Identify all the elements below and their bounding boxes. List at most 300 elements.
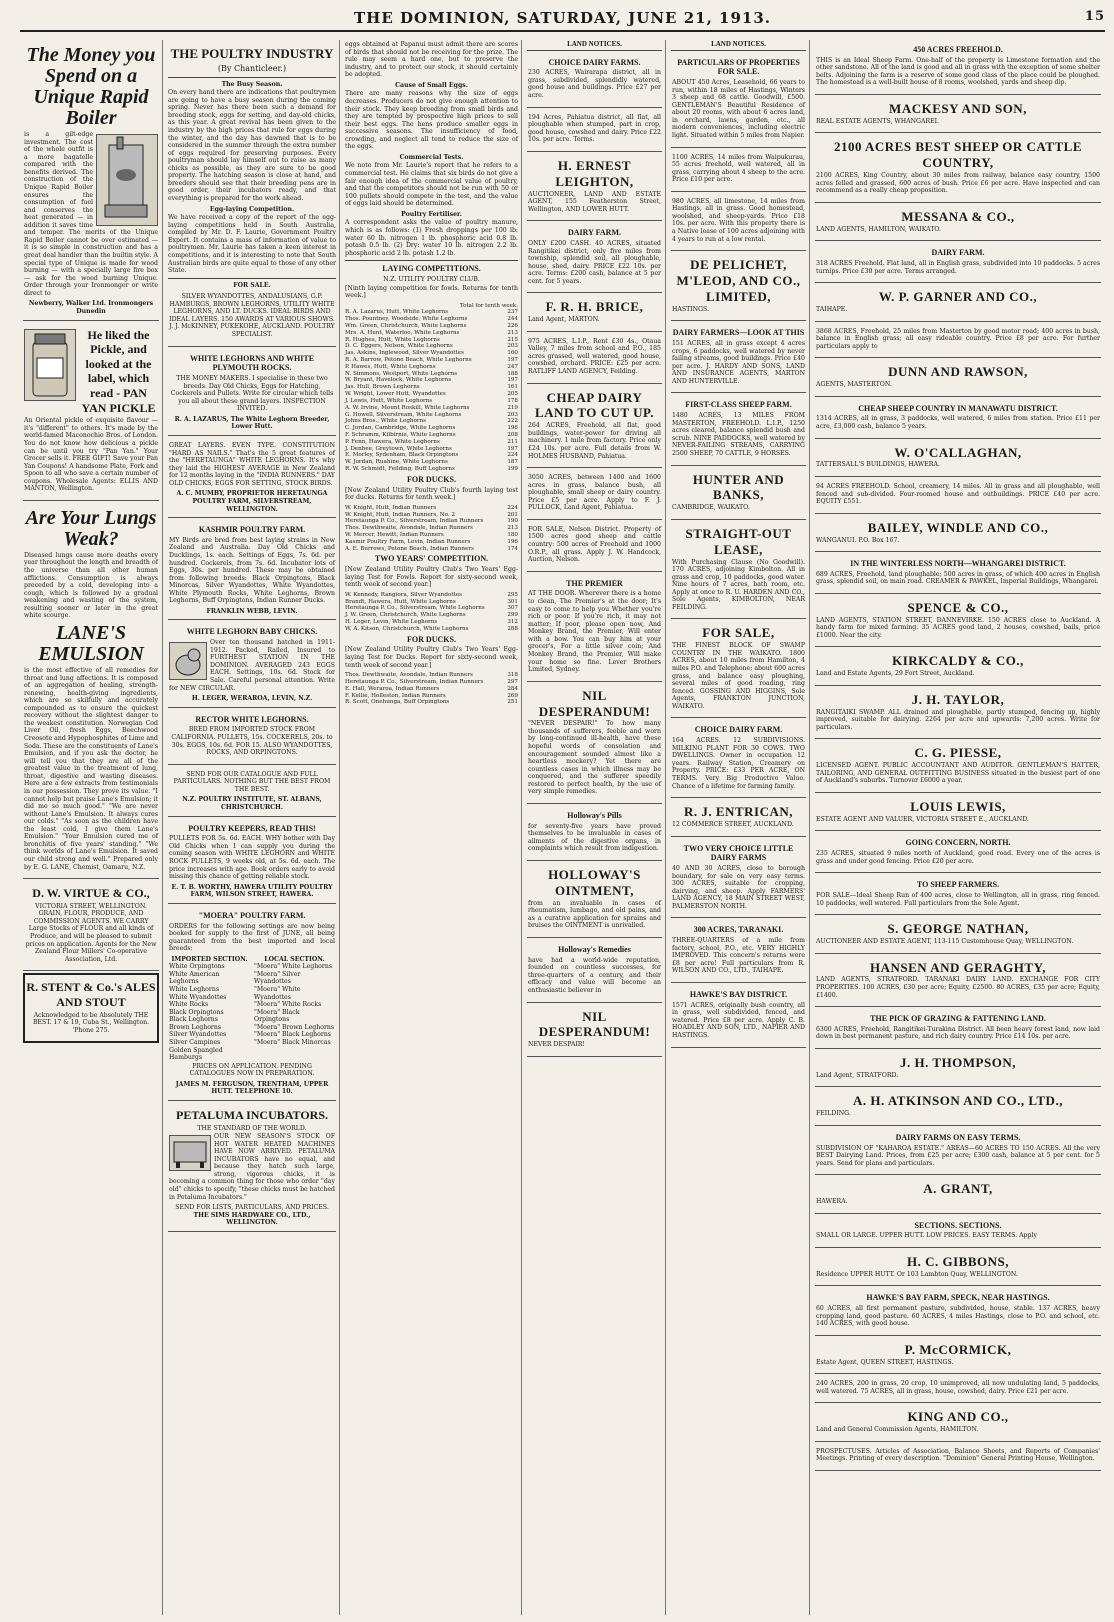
classified-ad (527, 522, 662, 572)
entrant-name: Heretaunga P. Co., Silverstream, White Leghorns (345, 605, 485, 612)
moera-imported-list (169, 963, 250, 1061)
ducks2-note: [New Zealand Utility Poultry Club's Two Years' Egg-laying Test for Ducks. Report for sixty-second week, tenth week of second year.] (345, 646, 518, 669)
ducks-head: FOR DUCKS. (407, 474, 456, 484)
ad-headline: SECTIONS. SECTIONS. (914, 1220, 1002, 1230)
list-item: "Moera" Brown Leghorns (254, 1023, 335, 1031)
leger-text: Over ten thousand hatched in 1911-1912. Packed, Railed, Insured to FURTHEST STATION IN THE DOMINION. AVERAGED 243 EGGS EACH. Settings, 10s. 6d. Stock for Sale. Careful personal attention. Write for NEW CIRCULAR. (169, 639, 335, 692)
list-item: "Moera" White Rocks (254, 1001, 322, 1009)
commercial-text: We note from Mr. Laurie's report that he refers to a commercial test. He claims that six birds do not give a fair enough idea of the commercial value of poultry, and that the competitors should not be run with 50 or 100 pullets should compete in the test, and the value of eggs laid should be determined. (345, 162, 518, 208)
ad-body: SUBDIVISION OF "KAHAROA ESTATE." AREAS—60 ACRES TO 150 ACRES. All the very BEST Dairying Land. Prices, from £25 per acre; £300 cash, balance at 5 per cent. for 5 years. Send for plans and particulars. (816, 1144, 1100, 1167)
entrant-total: 178 (507, 397, 518, 404)
ad-body: NEVER DESPAIR! (528, 1041, 585, 1049)
classified-ad (527, 295, 662, 331)
moera-prices: PRICES ON APPLICATION. PENDING CATALOGUES NOW IN PREPARATION. (189, 1062, 315, 1078)
ad-body: FEILDING. (816, 1110, 851, 1118)
boiler-illustration (96, 134, 158, 226)
ad-headline: FOR SALE, (702, 625, 775, 641)
lanes-text: is the most effective of all remedies for throat and lung affections. It is composed of an aggregation of healing, strength-renewing, health-giving ingredients, which are so skilfully and accurately compounded as to ensure the quickest recovery without the slightest danger to the weakest constitution. Norwegian Cod Liver Oil, fresh Eggs, Beechwood Creosote and Hypophosphites of Lime and Soda. These are the constituents of Lane's Emulsion, and if you ask the doctor, he will tell you that they are all of the greatest value in the treatment of lung, throat, digestive and wasting diseases. Here are a few extracts from testimonials in our possession. They prove its value. "I cannot help but praise Lane's Emulsion; it did me so much good." "We are never without Lane's Emulsion. It always cures our colds." "As soon as the children have the least cold, I give them Lane's Emulsion." "Your Emulsion cured me of bronchitis of five years' standing." "We think worlds of Lane's Emulsion. It saved our child strong and well." Prepared only by E. G. LANE, Chemist, Oamaru, N.Z. (24, 666, 158, 871)
table-row (345, 679, 518, 686)
ad-body: Land and General Commission Agents, HAMILTON. (816, 1426, 979, 1434)
moera-text: ORDERS for the following settings are now being booked for supply to the first of JUNE, all being guaranteed from the best imported and local breeds: (169, 922, 335, 953)
entrant-name: Kasmir Poultry Farm, Levin, Indian Runners (345, 538, 471, 545)
classified-ad (815, 324, 1101, 359)
classified-ad (671, 395, 806, 465)
column-3 (342, 40, 522, 1615)
list-item: "Moera" White Leghorns (254, 963, 333, 971)
entrant-total: 203 (507, 411, 518, 418)
table-row (345, 612, 518, 619)
ad-headline: J. H. THOMPSON, (900, 1055, 1016, 1071)
entrant-name: R. Scott, Onehunga, Buff Orpingtons (345, 699, 450, 706)
mckinney-ad (168, 289, 336, 346)
classified-ad (527, 386, 662, 469)
list-item: White Wyandottes (169, 993, 227, 1001)
ad-body: With Purchasing Clause (No Goodwill). 170 ACRES, adjoining Kimbolton. All in grass and crop, 10 paddocks, good water. Nine hours of 7 acres, bath room, etc. Apply at once to R. U. HARDEN AND CO., Sole Agents, KIMBOLTON, NEAR FEILDING. (672, 558, 805, 611)
ad-body: 980 ACRES, all limestone, 14 miles from Hastings, all in grass. Good homestead, woolshed, and sheep-yards. Price £18 10s. per acre. With this property there is a Native lease of 100 acres adjoining with 4 years to run at a low rental. (672, 197, 805, 243)
entrant-total: 203 (507, 343, 518, 350)
ad-headline: CHEAP DAIRY LAND TO CUT UP. (535, 389, 654, 421)
classified-ad (815, 285, 1101, 321)
list-item: Golden Spangled Hamburgs (169, 1046, 223, 1062)
entrant-name: E. Hall, Weraroa, Indian Runners (345, 685, 440, 692)
table-row (345, 599, 518, 606)
fertiliser-text: A correspondent asks the value of poultry manure, which is as follows: (1) Fresh droppings per 100 lb: water 60 lb. nitrogen 1 lb. phosphoric acid 0.8 lb. potash 0.5 lb. (2) Dry: water 10 lb. nitrogen 2.2 lb. phosphoric acid 2 lb. potash 1.2 lb. (345, 219, 518, 257)
classified-ad (671, 150, 806, 192)
entrant-total: 251 (507, 699, 518, 706)
entrant-name: P. Hawes, Hutt, White Leghorns (345, 363, 436, 370)
classified-ad (815, 1051, 1101, 1087)
entrant-total: 187 (507, 459, 518, 466)
ad-headline: Holloway's Remedies (558, 944, 631, 954)
entrant-name: R. W. Schmidt, Feilding, Buff Leghorns (345, 466, 455, 473)
col5-ads (671, 53, 806, 1048)
ad-headline: DE PELICHET, M'LEOD, AND CO., LIMITED, (676, 257, 801, 304)
table-row (345, 432, 518, 439)
ad-body: ABOUT 450 Acres, Leasehold, 66 years to run, within 18 miles of Hastings, Winters 3 sheep and 68 cattle. Goodwill, £500. GENTLEMAN'S Beautiful Residence of about 20 rooms, with about 6 acres land, in orchard, lawns, garden, etc., all modern conveniences, including electric light. Situated within 5 miles from Napier. (672, 79, 805, 139)
ad-headline: W. P. GARNER AND CO., (878, 289, 1038, 305)
classified-ad (815, 1009, 1101, 1049)
readthis-text: PULLETS FOR 5s. 6d. EACH. WHY bother with Day Old Chicks when I can supply you during the coming season with WHITE LEGHORN and WHITE ROCK PULLETS, 9 weeks old, at 5s. 6d. each. The price increases with age. Book orders early to avoid missing this chance of getting reliable stock. (169, 835, 335, 881)
ad-body: ESTATE AGENT AND VALUER, VICTORIA STREET E., AUCKLAND. (816, 815, 1029, 823)
ad-body: CAMBRIDGE, WAIKATO. (672, 504, 750, 512)
petaluma-sub: THE STANDARD OF THE WORLD. (197, 1124, 307, 1132)
petaluma-text: OUR NEW SEASON'S STOCK OF HOT WATER HEATED MACHINES HAVE NOW ARRIVED. PETALUMA INCUBATORS have no equal, and because they hatch such large, strong, vigorous chicks, it is becoming a common thing for those who order "day old" chicks to specify, "these chicks must be hatched in Petaluma Incubators." (169, 1133, 335, 1201)
entrant-total: 284 (507, 685, 518, 692)
table-row (345, 412, 518, 419)
table-row (345, 418, 518, 425)
virtue-headline: D. W. VIRTUE & CO., (32, 886, 150, 901)
land-notices-header: LAND NOTICES. (527, 40, 662, 51)
entrant-name: A. E. Burrows, Petone Beach, Indian Runners (345, 545, 474, 552)
entrant-name: Thos. Dewthwaite, Avondale, Indian Runners (345, 525, 473, 532)
entrant-total: 160 (507, 350, 518, 357)
ad-headline: IN THE WINTERLESS NORTH—WHANGAREI DISTRICT. (850, 559, 1066, 569)
ad-headline: 2100 ACRES BEST SHEEP OR CATTLE COUNTRY, (833, 139, 1082, 171)
entrant-name: C. Jordan, Cambridge, White Leghorns (345, 425, 456, 432)
entrant-name: F. Kellie, Holleston, Indian Runners (345, 692, 446, 699)
busy-season-text: On every hand there are indications that poultrymen are going to have a busy season during the coming spring. Never has there been such a demand for breeding stock, eggs for setting, and day-old chicks, as this year. A great revival has been given to the industry by the high prices that rule for eggs during the winter, and the day has dawned that is to be considered in the summer through the extra number of eggs required for preserving purposes. Every poultryman should lay himself out to raise as many chicks as possible, as they are sure to be good property. The hatching season is close at hand, and breeders should see that their breeding pens are in good order, their incubators ready, and that everything is prepared for the work ahead. (168, 89, 336, 203)
entrant-total: 297 (507, 678, 518, 685)
list-item: "Moera" Black Orpingtons (254, 1008, 300, 1024)
ad-body: 1314 ACRES, all in grass, 3 paddocks, well watered, 6 miles from station. Price £11 per acre, £3,000 cash, balance 5 years. (816, 415, 1100, 430)
classified-ad (815, 441, 1101, 477)
ad-headline: S. GEORGE NATHAN, (887, 921, 1029, 937)
entrant-total: 219 (507, 404, 518, 411)
laying-col-label: Total for tenth week. (459, 302, 518, 309)
entrant-total: 247 (507, 363, 518, 370)
boiler-ad (23, 40, 159, 321)
list-item: "Moera" Black Leghorns (254, 1031, 331, 1039)
ad-body: THREE-QUARTERS of a mile from factory, school, P.O., etc. VERY HIGHLY IMPROVED. This concern's returns were £8 per acre! Full particulars from R. WILSON AND CO., LTD., TAIHAPE. (672, 937, 805, 975)
masthead-title: THE DOMINION, SATURDAY, JUNE 21, 1913. (354, 9, 771, 27)
entrant-name: Brandt, Hawera, Hutt, White Leghorns (345, 598, 456, 605)
ad-headline: LOUIS LEWIS, (910, 799, 1006, 814)
table-row (345, 364, 518, 371)
entrant-name: E. Morley, Sydenham, Black Orpingtons (345, 452, 459, 459)
mumby-name: A. C. MUMBY, PROPRIETOR HERETAUNGA POULTRY FARM, SILVERSTREAM, WELLINGTON. (176, 490, 328, 513)
entrant-total: 226 (507, 322, 518, 329)
ad-body: 240 ACRES, 200 in grass, 20 crop, 10 unimproved, all now undulating land, 5 paddocks, well watered. 75 ACRES, all in grass, house, cowshed, dairy. Price £21 per acre. (816, 1380, 1100, 1395)
entrant-total: 197 (507, 377, 518, 384)
list-item: Black Leghorns (169, 1016, 218, 1024)
ad-headline: DAIRY FARMERS—LOOK AT THIS (672, 328, 805, 338)
table-row (345, 377, 518, 384)
entrant-name: Jas. Hull, Brown Leghorns (345, 384, 420, 391)
ad-headline: HAWKE'S BAY FARM, SPECK, NEAR HASTINGS. (866, 1293, 1050, 1303)
ducks-table (345, 505, 518, 553)
classified-ad (815, 649, 1101, 685)
list-item: Brown Leghorns (169, 1023, 222, 1031)
lazarus-ad (168, 349, 336, 436)
column-1 (20, 40, 163, 1615)
ad-body: 689 ACRES, Freehold, land ploughable; 500 acres in grass, of which 400 acres in English grass, splendid soil, on main road. CREAMER & PAWKEL, Imperial Buildings, Whangarei. (816, 570, 1100, 586)
ad-body: 2100 ACRES, King Country, about 30 miles from railway, balance easy country, 1500 acres felled and grassed, 600 acres of bush. Price £6 per acre. Have inspected and can recommend as a really cheap proposition. (816, 172, 1100, 195)
entrant-name: W. Knight, Hutt, Indian Runners, No. 2 (345, 511, 456, 518)
entrant-total: 190 (507, 518, 518, 525)
list-item: White Leghorns (169, 986, 219, 994)
table-row (345, 398, 518, 405)
kashmir-text: MY Birds are bred from best laying strains in New Zealand and Australia. Day Old Chicks and Ducklings, 1s. each. Settings of Eggs, 7s. 6d. per hundred. Cockerels, from 7s. 6d. Incubator lots of Eggs, 30s. per hundred. These may be obtained from following breeds: Black Orpingtons, Black Minorcas, Silver Wyandottes, White Wyandottes, White Plymouth Rocks, White Leghorns, Brown Leghorns, Buff Orpingtons, Indian Runner Ducks. (169, 536, 335, 605)
webb-name: FRANKLIN WEBB, LEVIN. (206, 607, 298, 615)
laying-comp-head: Egg-laying Competition. (209, 205, 295, 213)
entrant-name: J. Denbee, Greytown, White Leghorns (345, 445, 452, 452)
ad-body: RANGITAIKI SWAMP. ALL drained and ploughable, partly stumped, fencing up, highly improved, suitable for dairying. 2264 per acre and upwards: 7,200 acres. Write for particulars. (816, 708, 1100, 731)
classified-ad (527, 940, 662, 1003)
list-item: "Moera" Silver Wyandottes (254, 970, 301, 986)
classified-ad (815, 1376, 1101, 1403)
classified-ad (815, 1288, 1101, 1335)
ad-headline: PARTICULARS OF PROPERTIES FOR SALE. (677, 57, 800, 77)
ad-body: AUCTIONEER AND ESTATE AGENT, 113-115 Customhouse Quay, WELLINGTON. (816, 938, 1074, 946)
ad-body: for seventy-five years have proved themselves to be invaluable in cases of ailments of the digestive organs, in complaints which result from indigestion. (528, 822, 661, 853)
table-row (345, 525, 518, 532)
lungs-ad (23, 503, 159, 879)
ad-body: FOR SALE—Ideal Sheep Run of 400 acres, close to Wellington, all in grass, ring fenced. 10 paddocks, well watered. Full particulars from the Sole Agent. (816, 892, 1100, 907)
table-row (345, 466, 518, 473)
leger-head: WHITE LEGHORN BABY CHICKS. (186, 627, 318, 637)
ad-body: 264 ACRES, Freehold, all flat, good buildings, water-power for driving all machinery. 1 mile from factory. Price only £24 10s. per acre. Full details from W. HOLMES HUSBAND, Pahiatua. (528, 422, 661, 460)
classified-ad (815, 360, 1101, 396)
moera-imported-head: IMPORTED SECTION. (171, 955, 248, 963)
pickle-ad (23, 323, 159, 501)
table-row (345, 350, 518, 357)
boiler-agent: Newberry, Walker Ltd. Ironmongers Dunedin (28, 300, 154, 315)
laying-head: LAYING COMPETITIONS. (382, 264, 481, 274)
ad-body: FOR SALE, Nelson District. Property of 1500 acres good sheep and cattle country: 500 acres of Freehold and 1000 O.R.P., all grass. Apply J. W. Handcock, Auction, Nelson. (528, 525, 661, 564)
entrant-total: 224 (507, 452, 518, 459)
mckinney-text: SILVER WYANDOTTES, ANDALUSIANS, G.P. HAMBURGS, BROWN LEGHORNS, UTILITY WHITE LEGHORNS, AND LT. DUCKS. IDEAL BIRDS AND IDEAL LAYERS. 150 AWARDS AT VARIOUS SHOWS. J. J. McKINNEY, PUKEKOHE, AUCKLAND. POULTRY SPECIALIST. (169, 293, 335, 339)
entrant-total: 307 (507, 605, 518, 612)
entrant-name: W. Knight, Hutt, Indian Runners (345, 504, 437, 511)
classified-ad (815, 1405, 1101, 1441)
table-row (345, 391, 518, 398)
entrant-name: W. Wright, Lower Hutt, Wyandottes (345, 391, 446, 398)
entrant-total: 213 (507, 525, 518, 532)
entrant-name: Johns Bros., White Leghorns (345, 418, 427, 425)
petaluma-ad (168, 1103, 336, 1232)
two-year-table (345, 592, 518, 633)
classified-ad (527, 574, 662, 682)
ad-headline: F. R. H. BRICE, (545, 299, 644, 315)
table-row (345, 693, 518, 700)
pickle-text: An Oriental pickle of exquisite flavour — it's "different" to others. It's made by the world-famed Maconochie Bros. of London. You do not know how delicious a pickle can be until you try "Pan Yan." Your Grocer sells it. FREE GIFT! Save your Pan Yan Coupons! A handsome Plate, Fork and Spoon to all who save a certain number of coupons. Wholesale Agents: ELLIS AND MANTON, Wellington. (24, 417, 158, 493)
ad-body: 60 ACRES, all first permanent pasture, subdivided, house, stable. 137 ACRES, heavy cropping land, good pasture. 60 ACRES, 4 miles Hastings, close to P.O. and school, etc. 140 ACRES, with good house. (816, 1305, 1100, 1328)
ad-body: 1480 ACRES, 13 MILES FROM MASTERTON, FREEHOLD. L.I.P., 1250 acres cleared, balance splendid bush and scrub. NINE PADDOCKS, well watered by NEVER-FAILING STREAMS, CARRYING 2500 SHEEP, 70 CATTLE, 9 HORSES. (672, 412, 805, 457)
classified-ad (815, 554, 1101, 594)
petaluma-footer: SEND FOR LISTS, PARTICULARS, AND PRICES. (175, 1204, 329, 1212)
classified-ad (527, 334, 662, 384)
entrant-name: W. A. Kitson, Christchurch, White Leghorns (345, 625, 469, 632)
ad-headline: KING AND CO., (907, 1409, 1009, 1425)
ad-headline: J. H. TAYLOR, (911, 691, 1005, 707)
entrant-name: N. Simmons, Westport, White Leghorns (345, 370, 458, 377)
kashmir-ad (168, 520, 336, 620)
entrant-name: W. Mercer, Hewitt, Indian Runners (345, 531, 444, 538)
classified-ad (671, 194, 806, 251)
table-row (345, 619, 518, 626)
ad-headline: W. O'CALLAGHAN, (894, 444, 1022, 460)
ad-headline: R. J. ENTRICAN, (684, 804, 793, 820)
stent-ad (23, 973, 159, 1043)
ad-body: 164 ACRES. 12 SUBDIVISIONS. MILKING PLANT FOR 30 COWS. TWO DWELLINGS. Owner in occupation 12 years. Railway Station, Creamery on Property. PRICE: £33 PER ACRE, ON TERMS. Very Big Productive Value. Chance of a lifetime for farming family. (672, 737, 805, 790)
classified-ad (815, 833, 1101, 873)
entrant-name: Wm. Green, Christchurch, White Leghorns (345, 322, 467, 329)
cause-text: There are many reasons why the size of eggs decreases. Producers do not give enough attention to their stock. They keep breeding from small birds and they are tempted by prospective high prices to sell their best eggs. The hens produce smaller eggs in successive seasons. The insufficiency of food, crowding, and neglect all tend to reduce the size of the eggs. (345, 90, 518, 151)
ad-body: 151 ACRES, all in grass except 4 acres crops, 6 paddocks, well watered by never failing streams, good buildings. Price £40 per acre. J. HARDY AND SONS, LAND AND INSURANCE AGENTS, MARTON AND HUNTERVILLE. (672, 340, 805, 385)
ad-body: LAND AGENTS, HAMILTON, WAIKATO. (816, 225, 942, 233)
commercial-head: Commercial Tests. (399, 153, 464, 161)
institute-ad (168, 767, 336, 817)
list-item: Silver Wyandottes (169, 1031, 227, 1039)
table-row (345, 672, 518, 679)
ad-headline: THE PREMIER (566, 578, 623, 588)
classified-ad (671, 53, 806, 148)
ad-headline: NIL DESPERANDUM! (538, 687, 651, 719)
list-item: "Moera" White Wyandottes (254, 986, 301, 1001)
ad-headline: P. McCORMICK, (904, 1341, 1012, 1357)
entrant-name: A. W. Irvine, Mount Roskill, White Leghorns (345, 404, 470, 411)
table-row (345, 505, 518, 512)
classified-ad (815, 135, 1101, 202)
entrant-total: 199 (507, 466, 518, 473)
mumby-ad (168, 438, 336, 518)
classified-ad (527, 470, 662, 520)
ad-body: TAIHAPE. (816, 305, 848, 313)
entrant-name: P. Fenn, Hawera, White Leghorns (345, 438, 440, 445)
moera-local-list (254, 963, 335, 1046)
stent-text: Acknowledged to be Absolutely THE BEST. 17 & 19, Cuba St., Wellington. 'Phone 275. (32, 1011, 150, 1034)
entrant-total: 269 (507, 692, 518, 699)
entrant-total: 312 (507, 619, 518, 626)
laying-table (345, 309, 518, 473)
table-row (345, 337, 518, 344)
table-row (345, 699, 518, 706)
classified-ad (671, 720, 806, 798)
entrant-total: 301 (507, 598, 518, 605)
list-item: Black Orpingtons (169, 1008, 224, 1016)
entrant-total: 196 (507, 538, 518, 545)
entrant-name: Jas. Askins, Inglewood, Silver Wyandottes (345, 350, 464, 357)
table-row (345, 425, 518, 432)
classified-ad (671, 839, 806, 919)
entrant-total: 197 (507, 445, 518, 452)
classified-ad (815, 917, 1101, 953)
lungs-headline: Are Your Lungs Weak? (25, 506, 157, 550)
table-row (345, 626, 518, 633)
ad-body: Residence UPPER HUTT. Or 103 Lambton Quay, WELLINGTON. (816, 1270, 1018, 1278)
entrant-total: 161 (507, 384, 518, 391)
ad-headline: Holloway's Pills (567, 810, 622, 820)
fertiliser-head: Poultry Fertiliser. (401, 210, 462, 218)
classified-ad (815, 741, 1101, 793)
ad-headline: KIRKCALDY & CO., (892, 653, 1024, 669)
ad-body: WANGANUI. P.O. Box 167. (816, 536, 900, 544)
ad-body: Land and Estate Agents, 29 Fort Street, Auckland. (816, 670, 975, 678)
stent-headline: R. STENT & Co.'s ALES AND STOUT (26, 980, 156, 1009)
entrant-name: R. A. Lazarus, Hutt, White Leghorns (345, 309, 449, 316)
ad-headline: H. ERNEST LEIGHTON, (555, 157, 634, 189)
institute-text: SEND FOR OUR CATALOGUE AND FULL PARTICULARS. NOTHING BUT THE BEST FROM THE BEST. (173, 770, 331, 793)
ad-headline: HAWKE'S BAY DISTRICT. (689, 989, 788, 999)
ad-body: Estate Agent, QUEEN STREET, HASTINGS. (816, 1358, 954, 1366)
lungs-text: Diseased lungs cause more deaths every year throughout the length and breadth of the universe than all other human afflictions. Consumption is always preceded by a cold, developing into a cough, which is followed by a gradual weakening and wasting of the system, resulting sooner or later in the great white scourge. (24, 551, 158, 620)
table-row (345, 512, 518, 519)
entrant-name: R. A. Barrow, Petone Beach, White Leghorns (345, 357, 472, 364)
entrant-total: 288 (507, 625, 518, 632)
classified-ad (671, 621, 806, 718)
entrant-total: 174 (507, 545, 518, 552)
ad-headline: DAIRY FARMS ON EASY TERMS. (895, 1132, 1021, 1142)
ad-body: 6300 ACRES, Freehold, Rangitikei-Turakina District. All been heavy forest land, now laid down in best permanent pasture, and rich dairy country. Price £14 10s. per acre. (816, 1025, 1100, 1041)
entrant-total: 295 (507, 591, 518, 598)
busy-season-head: The Busy Season. (221, 80, 283, 88)
ad-headline: MACKESY AND SON, (889, 101, 1027, 116)
table-row (345, 459, 518, 466)
ad-headline: A. H. ATKINSON AND CO., LTD., (853, 1093, 1063, 1109)
classified-ad (527, 806, 662, 861)
ad-body: REAL ESTATE AGENTS, WHANGAREI. (816, 117, 940, 125)
entrant-name: Thos. Dewthwaite, Avondale, Indian Runners (345, 672, 473, 679)
ad-body: have had a world-wide reputation, founded on countless successes, for three-quarters of a century, and their efficacy and value will become an enthusiastic believer in (528, 956, 661, 994)
column-6 (812, 40, 1104, 1615)
classified-ad (815, 205, 1101, 241)
cause-head: Cause of Small Eggs. (395, 81, 468, 89)
entrant-name: D. C. Eggers, Nelson, White Leghorns (345, 343, 453, 350)
ducks-note: [New Zealand Utility Poultry Club's fourth laying test for ducks. Returns for tenth week.] (345, 486, 518, 502)
ad-body: 94 ACRES FREEHOLD. School, creamery, 14 miles. All in grass and all ploughable, well fenced and sub-divided. Four-roomed house and outbuildings. PRICE £40 per acre. EQUITY £551. (816, 482, 1100, 506)
laying-sub: N.Z. UTILITY POULTRY CLUB. (383, 275, 480, 283)
entrant-total: 211 (507, 438, 518, 445)
institute-name: N.Z. POULTRY INSTITUTE, ST. ALBANS, CHRISTCHURCH. (182, 796, 322, 811)
table-row (345, 343, 518, 350)
entrant-name: F. Schramm, Kilbirnie, White Leghorns (345, 431, 456, 438)
ad-body: SMALL OR LARGE. UPPER HUTT. LOW PRICES. EASY TERMS. Apply (816, 1232, 1037, 1240)
table-row (345, 439, 518, 446)
ad-body: 230 ACRES, Wairarapa district, all in grass, subdivided, splendidly watered, good house and buildings. Price £27 per acre. (528, 69, 661, 99)
readthis-head: POULTRY KEEPERS, READ THIS! (188, 823, 316, 833)
rector-ad (168, 710, 336, 765)
ducks2-table (345, 672, 518, 706)
leger-name: H. LEGER, WERAROA, LEVIN, N.Z. (191, 695, 313, 703)
entrant-total: 201 (507, 511, 518, 518)
table-row (345, 371, 518, 378)
table-row (345, 518, 518, 525)
classified-ad (815, 1216, 1101, 1248)
table-row (345, 532, 518, 539)
classified-ad (815, 596, 1101, 648)
table-row (345, 446, 518, 453)
pickle-headline: He liked the Pickle, and looked at the label, which read - PAN YAN PICKLE (81, 327, 156, 415)
table-row (345, 309, 518, 316)
classified-ad (815, 956, 1101, 1008)
col6-ads (815, 40, 1101, 1471)
entrant-name: W. Kennedy, Rangiora, Silver Wyandottes (345, 591, 462, 598)
entrant-name: Heretaunga P. Co., Silverstream, Indian Runners (345, 518, 484, 525)
ad-body: Land Agent, MARTON. (528, 316, 600, 324)
entrant-name: Heretaunga P. Co., Silverstream, Indian Runners (345, 678, 484, 685)
column-5 (668, 40, 810, 1615)
ad-body: LAND AGENTS, STATION STREET, DANNEVIRKE. 150 ACRES close to Auckland. A handy farm for mixed farming. 35 ACRES good land, 2 houses, cowshed, bails, price £1000. Near the city. (816, 616, 1100, 639)
mumby-text: GREAT LAYERS. EVEN TYPE. CONSTITUTION "HARD AS NAILS." That's the 5 great features of the "HERETAUNGA" WHITE LEGHORNS. It's why they laid the HIGHEST AVERAGE in New Zealand for 12 months laying in the "INDIA RUNNERS." DAY OLD CHICKS, EGGS FOR SETTING, STOCK BIRDS. (169, 442, 335, 487)
table-row (345, 539, 518, 546)
ad-body: TATTERSALL'S BUILDINGS, HAWERA. (816, 461, 940, 469)
column-2 (165, 40, 340, 1615)
classified-ad (815, 399, 1101, 439)
ferguson-name: JAMES M. FERGUSON, TRENTHAM, UPPER HUTT. TELEPHONE 10. (175, 1080, 329, 1096)
classified-ad (815, 1250, 1101, 1286)
list-item: White Orpingtons (169, 963, 225, 971)
table-row (345, 592, 518, 599)
ad-body: LAND AGENTS, STRATFORD. TARANAKI DAIRY LAND. EXCHANGE FOR CITY PROPERTIES. 100 ACRES, £30 per acre; Equity, £2500. 80 ACRES, £35 per acre; Equity, £1400. (816, 976, 1100, 999)
ad-headline: TWO VERY CHOICE LITTLE DAIRY FARMS (683, 843, 794, 863)
leger-ad (168, 622, 336, 707)
ad-body: Land Agent, STRATFORD. (816, 1071, 899, 1079)
rector-text: BRED FROM IMPORTED STOCK FROM CALIFORNIA. PULLETS, 15s. COCKERELS, 20s. to 30s. EGGS, 10s. 6d. FOR 15. ALSO WYANDOTTES, ROCKS, AND ORPINGTONS. (171, 726, 333, 757)
classified-ad (527, 53, 662, 108)
list-item: White American Leghorns (169, 970, 220, 986)
chick-illustration (169, 642, 207, 680)
classified-ad (671, 800, 806, 836)
table-row (345, 357, 518, 364)
entrant-name: H. Leger, Levin, White Leghorns (345, 619, 438, 626)
classified-ad (815, 479, 1101, 514)
table-row (345, 330, 518, 337)
ad-headline: DUNN AND RAWSON, (888, 364, 1028, 380)
lanes-headline: LANE'S EMULSION (38, 621, 144, 665)
ad-body: THIS is an Ideal Sheep Farm. One-half of the property is Limestone formation and the other sandstone. All of the land is good and all in grass with the exception of some shelter belts. Adjoining the farm is a reserve of some good class of the place could be ploughed. The homestead is a well-built house of 8 rooms, woolshed, yards and sheep dip. (816, 56, 1100, 87)
ad-headline: GOING CONCERN, NORTH. (905, 838, 1011, 848)
ad-body: ONLY £200 CASH. 40 ACRES, situated Rangitikei district, only five miles from township, splendid soil, all ploughable, house, shed, dairy. PRICE £22 10s. per acre. Terms: £200 cash, balance at 5 per cent. for 5 years. (528, 239, 661, 285)
